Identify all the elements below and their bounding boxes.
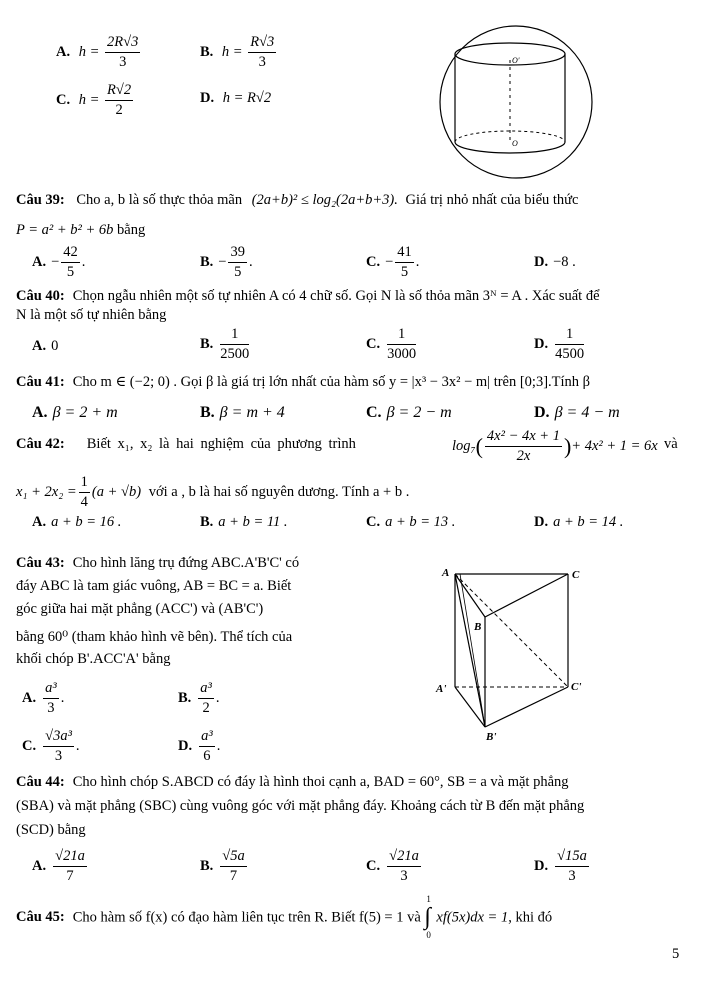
q40-option-a: A. 0 [32, 338, 59, 354]
q38-option-c: C. h = $\frac{R√2}{2}$ [56, 82, 132, 118]
q41-option-c: C. β = 2 − m [366, 404, 452, 421]
q42-number: Câu 42: [16, 436, 65, 452]
q39-option-c: C. − $\frac{41}{5}$ . [366, 244, 420, 280]
q43-option-c: C. $\frac{\text{√3a³}}{3}$ . [22, 728, 80, 764]
q39-option-b: B. − $\frac{39}{5}$ . [200, 244, 253, 280]
q41-option-b: B. β = m + 4 [200, 404, 285, 421]
q41-stem: Câu 41: Cho m ∈ (−2; 0) . Gọi β là giá trị lớn nhất của hàm số y = |x³ − 3x² − m| trên [0;3].Tính β [16, 374, 591, 390]
edge-b1c1 [485, 687, 568, 727]
q39-expression: P = a² + b² + 6b [16, 222, 114, 238]
prism-figure [430, 562, 610, 747]
cylinder-bottom-front [455, 142, 565, 153]
q39-number: Câu 39: [16, 192, 65, 208]
q40-stem-line2: N là một số tự nhiên bằng [16, 307, 167, 323]
q45-stem: Câu 45: Cho hàm số f(x) có đạo hàm liên tục trên R. Biết f(5) = 1 và 1 ∫ 0 xf(5x)dx = 1, khi đó [16, 894, 553, 940]
q42-option-c: C. a + b = 13 . [366, 514, 456, 530]
q41-option-d: D. β = 4 − m [534, 404, 620, 421]
q44-option-c: C. $\frac{√21a}{3}$ [366, 848, 419, 884]
q44-option-a: A. $\frac{√21a}{7}$ [32, 848, 85, 884]
q39-option-d: D. −8 . [534, 254, 576, 270]
q40-number: Câu 40: [16, 288, 65, 304]
q41-option-a: A. β = 2 + m [32, 404, 118, 421]
edge-ab1-shade [460, 574, 485, 727]
q43-option-d: D. $\frac{\text{a³}}{6}$ . [178, 728, 221, 764]
label-b: B [474, 621, 482, 633]
q42-stem-line2: x₁ + 2x₂ = $\frac{1}{4}$ (a + √b) với a , b là hai số nguyên dương. Tính a + b . [16, 474, 410, 510]
q44-option-d: D. $\frac{√15a}{3}$ [534, 848, 587, 884]
q40-option-b: B. $\frac{1}{2500}$ [200, 326, 250, 362]
q43-stem-line2: đáy ABC là tam giác vuông, AB = BC = a. Biết [16, 578, 292, 594]
q38-b-fraction: $\frac{R√3}{3}$ [250, 34, 275, 70]
q43-stem-line3: góc giữa hai mặt phẳng (ACC') và (AB'C') [16, 601, 264, 617]
integral-sign: 1 ∫ 0 [424, 894, 431, 940]
edge-bc [485, 574, 568, 617]
q42-stem-line1: Câu 42: Biết x₁, x₂ là hai nghiệm của phương trình [16, 436, 356, 452]
q45-number: Câu 45: [16, 909, 65, 926]
label-o: O [512, 139, 518, 148]
q44-stem-line2: (SBA) và mặt phẳng (SBC) cùng vuông góc với mặt phẳng đáy. Khoảng cách từ B đến mặt phẳng [16, 798, 585, 814]
q38-a-fraction: $\frac{2R√3}{3}$ [107, 34, 139, 70]
q44-option-b: B. $\frac{√5a}{7}$ [200, 848, 245, 884]
q43-stem-line4: bằng 60⁰ (tham khảo hình vẽ bên). Thể tích của [16, 629, 293, 645]
q42-option-d: D. a + b = 14 . [534, 514, 624, 530]
q43-stem-line5: khối chóp B'.ACC'A' bằng [16, 651, 171, 667]
q42-option-b: B. a + b = 11 . [200, 514, 288, 530]
q38-c-fraction: $\frac{R√2}{2}$ [107, 82, 132, 118]
q39-option-a: A. − $\frac{42}{5}$ . [32, 244, 86, 280]
q44-number: Câu 44: [16, 774, 65, 790]
q40-option-d: D. $\frac{1}{4500}$ [534, 326, 585, 362]
q43-option-b: B. $\frac{\text{a³}}{2}$ . [178, 680, 220, 716]
q43-stem-line1: Câu 43: Cho hình lăng trụ đứng ABC.A'B'C' có [16, 555, 300, 571]
page-number: 5 [672, 946, 680, 962]
q43-number: Câu 43: [16, 555, 65, 571]
sphere-cylinder-figure [436, 22, 596, 182]
q39-inequality: (2a+b)² ≤ log₂(2a+b+3). [251, 192, 398, 208]
q38-option-a: A. h = $\frac{2R√3}{3}$ [56, 34, 139, 70]
q44-stem-line1: Câu 44: Cho hình chóp S.ABCD có đáy là hình thoi cạnh a, BAD = 60°, SB = a và mặt phẳng [16, 774, 569, 790]
q43-option-a: A. $\frac{\text{a³}}{3}$ . [22, 680, 65, 716]
q39-stem-line2: P = a² + b² + 6b bằng [16, 222, 146, 238]
edge-ac1 [455, 574, 568, 687]
label-c-prime: C' [571, 681, 582, 693]
q44-stem-line3: (SCD) bằng [16, 822, 86, 838]
label-c: C [572, 569, 580, 581]
label-a: A [442, 567, 450, 579]
q42-equation: log₇( $\frac{\text{4x² − 4x + 1}}{2x}$ )+ 4x² + 1 = 6x [452, 428, 658, 464]
q41-number: Câu 41: [16, 374, 65, 390]
q38-option-b: B. h = $\frac{R√3}{3}$ [200, 34, 275, 70]
q42-option-a: A. a + b = 16 . [32, 514, 122, 530]
q42-and: và [664, 436, 678, 452]
q40-option-c: C. $\frac{1}{3000}$ [366, 326, 417, 362]
label-b-prime: B' [486, 731, 497, 743]
label-o-prime: O' [512, 56, 520, 65]
label-a-prime: A' [436, 683, 447, 695]
q38-option-d: D. h = R√2 [200, 90, 272, 106]
q39-stem-line1: Câu 39: Cho a, b là số thực thỏa mãn (2a+b)² ≤ log₂(2a+b+3). Giá trị nhỏ nhất của biểu thức [16, 192, 579, 208]
edge-ab1 [455, 574, 485, 727]
q40-stem-line1: Câu 40: Chọn ngẫu nhiên một số tự nhiên A có 4 chữ số. Gọi N là số thỏa mãn 3ᴺ = A . Xác suất để [16, 288, 600, 304]
